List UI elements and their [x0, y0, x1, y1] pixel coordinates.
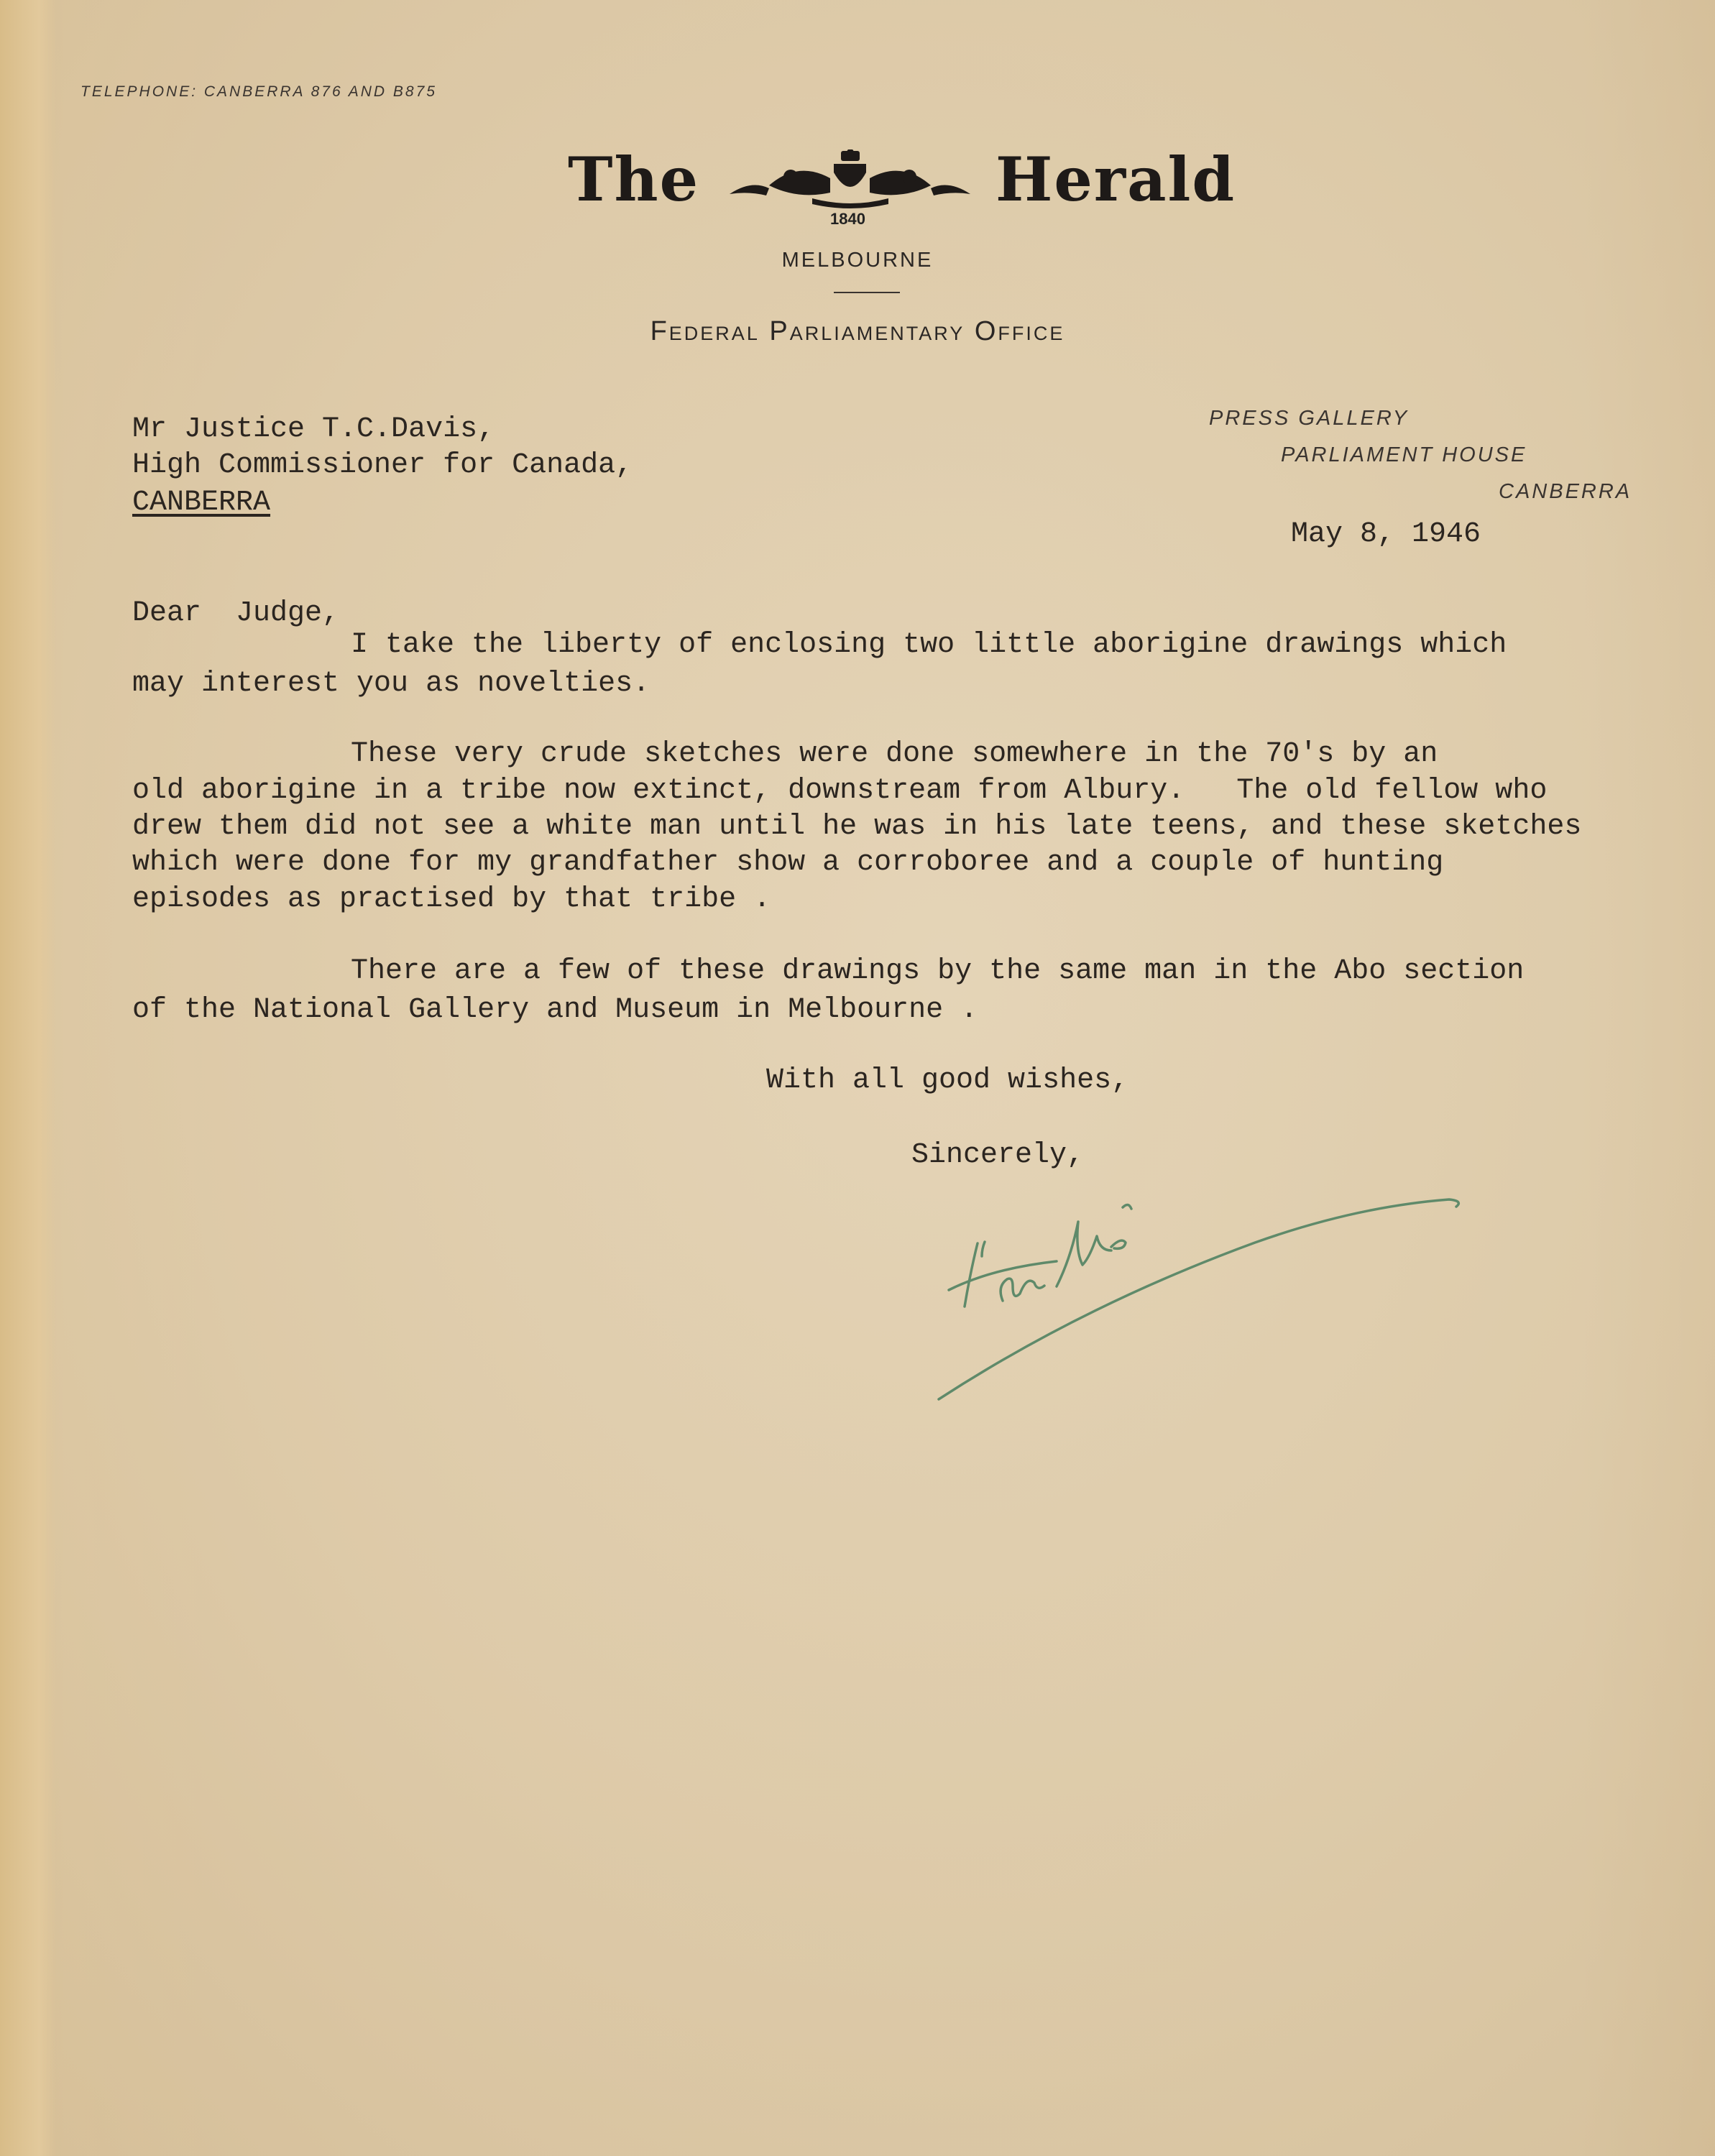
- body-line: old aborigine in a tribe now extinct, downstream from Albury. The old fellow who: [132, 775, 1548, 807]
- salutation: Dear Judge,: [132, 597, 340, 630]
- masthead: [0, 144, 1715, 230]
- recipient-line3: CANBERRA: [132, 487, 271, 519]
- body-line: may interest you as novelties.: [132, 668, 650, 700]
- body-line: I take the liberty of enclosing two little aborigine drawings which: [351, 629, 1507, 661]
- letterhead-divider: [834, 292, 900, 293]
- recipient-line1: Mr Justice T.C.Davis,: [132, 413, 495, 446]
- body-line: of the National Gallery and Museum in Melbourne .: [132, 994, 978, 1026]
- masthead-title-left: The: [568, 144, 700, 215]
- signoff-line: Sincerely,: [911, 1139, 1085, 1171]
- letterhead-office: Federal Parliamentary Office: [650, 316, 1065, 346]
- body-line: which were done for my grandfather show a corroboree and a couple of hunting: [132, 847, 1444, 879]
- body-line: drew them did not see a white man until he was in his late teens, and these sketches: [132, 811, 1582, 843]
- masthead-title-right: Herald: [996, 144, 1236, 215]
- sender-address-line3: CANBERRA: [1499, 480, 1632, 503]
- sender-address-line2: PARLIAMENT HOUSE: [1281, 443, 1527, 466]
- letter-date: May 8, 1946: [1291, 518, 1481, 550]
- closing-line: With all good wishes,: [766, 1064, 1129, 1097]
- recipient-line2: High Commissioner for Canada,: [132, 449, 633, 482]
- sender-address-line1: PRESS GALLERY: [1209, 407, 1410, 430]
- letterhead-city: MELBOURNE: [781, 249, 934, 272]
- body-line: There are a few of these drawings by the same man in the Abo section: [351, 955, 1525, 987]
- royal-coat-of-arms-crest-icon: [726, 149, 974, 214]
- letterhead-telephone: TELEPHONE: CANBERRA 876 AND B875: [81, 83, 437, 100]
- body-line: These very crude sketches were done somewhere in the 70's by an: [351, 738, 1438, 770]
- masthead-year: 1840: [830, 210, 865, 228]
- body-line: episodes as practised by that tribe .: [132, 883, 771, 916]
- handwritten-signature-icon: [934, 1164, 1466, 1401]
